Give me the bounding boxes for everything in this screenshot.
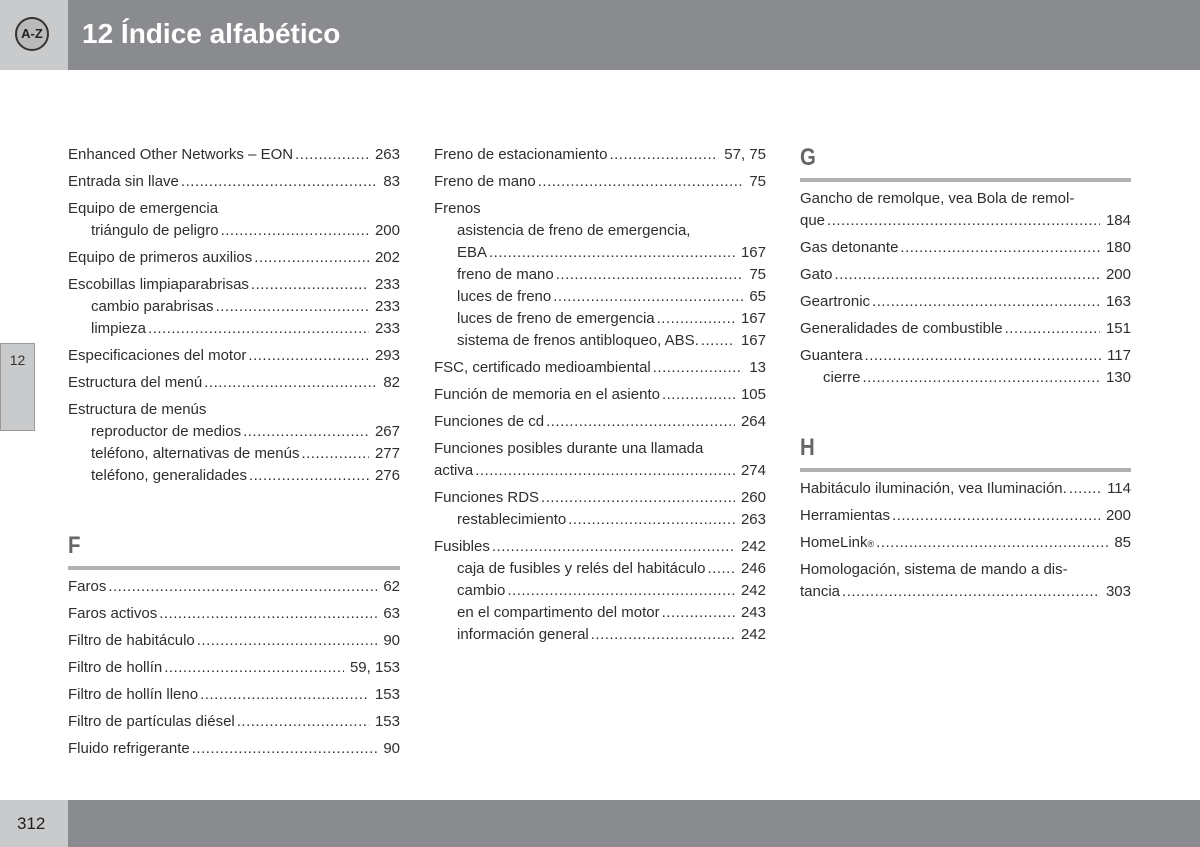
dot-leader: [159, 603, 377, 625]
page-reference[interactable]: 202: [374, 249, 400, 266]
dot-leader: [108, 576, 377, 598]
index-entry: [68, 598, 400, 625]
entry-text: Geartronic: [800, 293, 871, 310]
dot-leader: [865, 345, 1102, 367]
entry-text: Faros: [68, 578, 107, 595]
footer-bar: [68, 800, 1200, 847]
index-subentry[interactable]: [68, 220, 400, 242]
page-reference[interactable]: 117: [1107, 347, 1131, 364]
index-entry-line[interactable]: [434, 487, 766, 509]
page-reference[interactable]: 105: [740, 386, 766, 403]
dot-leader: [842, 581, 1100, 603]
entry-text: Faros activos: [68, 605, 158, 622]
dot-leader: [662, 384, 735, 406]
page-reference[interactable]: 274: [740, 462, 766, 479]
dot-leader: [164, 657, 344, 679]
page-reference[interactable]: 200: [1105, 266, 1131, 283]
entry-text: Guantera: [800, 347, 863, 364]
entry-text: Herramientas: [800, 507, 891, 524]
dot-leader: [827, 210, 1100, 232]
entry-text: Especificaciones del motor: [68, 347, 247, 364]
index-entry: [434, 193, 766, 352]
index-entry: [68, 652, 400, 679]
entry-text: en el compartimento del motor: [457, 604, 660, 621]
index-entry: [800, 473, 1131, 500]
page-reference[interactable]: 242: [740, 582, 766, 599]
page-reference[interactable]: 184: [1105, 212, 1131, 229]
entry-text: reproductor de medios: [91, 423, 242, 440]
dot-leader: [301, 443, 369, 465]
page-reference[interactable]: 293: [374, 347, 400, 364]
dot-leader: [249, 465, 369, 487]
entry-text: Función de memoria en el asiento: [434, 386, 660, 403]
index-entry-line[interactable]: [800, 210, 1131, 232]
dot-leader: [553, 286, 743, 308]
entry-text: luces de freno de emergencia: [457, 310, 655, 327]
dot-leader: [876, 532, 1108, 554]
index-entry: [68, 394, 400, 487]
index-entry: [434, 406, 766, 433]
page-reference[interactable]: 62: [383, 578, 400, 595]
dot-leader: [489, 242, 735, 264]
index-entry: [68, 625, 400, 652]
index-subentry[interactable]: [800, 367, 1131, 389]
page-reference[interactable]: 276: [374, 467, 400, 484]
page-reference[interactable]: 153: [374, 713, 400, 730]
index-entry: [68, 166, 400, 193]
page-reference[interactable]: 85: [1114, 534, 1131, 551]
entry-text: EBA: [457, 244, 488, 261]
section-letter: F: [68, 532, 81, 559]
entry-text: sistema de frenos antibloqueo, ABS.: [457, 332, 699, 349]
page-reference[interactable]: 163: [1105, 293, 1131, 310]
index-entry: [434, 352, 766, 379]
index-entry: [800, 183, 1131, 232]
index-entry: [434, 482, 766, 531]
index-subentry[interactable]: [68, 443, 400, 465]
index-entry: [800, 286, 1131, 313]
dot-leader: [251, 274, 369, 296]
entry-text: caja de fusibles y relés del habitáculo: [457, 560, 706, 577]
dot-leader: [863, 367, 1100, 389]
dot-leader: [707, 558, 734, 580]
index-entry: [68, 733, 400, 760]
dot-leader: [507, 580, 735, 602]
index-entry-line[interactable]: [800, 559, 1131, 581]
dot-leader: [492, 536, 735, 558]
page-reference[interactable]: 151: [1105, 320, 1131, 337]
index-entry: [800, 259, 1131, 286]
entry-text: Fusibles: [434, 538, 490, 555]
entry-text: Freno de mano: [434, 173, 536, 190]
index-column-2: [434, 139, 766, 646]
dot-leader: [192, 738, 378, 760]
section-divider: [68, 566, 400, 570]
entry-text: asistencia de freno de emergencia,: [457, 222, 691, 239]
dot-leader: [248, 345, 369, 367]
entry-text: Gancho de remolque, vea Bola de remol-: [800, 190, 1075, 207]
entry-text: Filtro de hollín lleno: [68, 686, 199, 703]
dot-leader: [1005, 318, 1100, 340]
index-entry-line[interactable]: [800, 581, 1131, 603]
dot-leader: [653, 357, 744, 379]
entry-text: tancia: [800, 583, 841, 600]
section-letter: G: [800, 144, 816, 171]
index-entry-line[interactable]: [434, 460, 766, 482]
dot-leader: [475, 460, 735, 482]
entry-text: Freno de estacionamiento: [434, 146, 608, 163]
entry-text: Funciones RDS: [434, 489, 540, 506]
page-reference[interactable]: 242: [740, 626, 766, 643]
index-column-3: [800, 139, 1131, 603]
index-entry: [800, 527, 1131, 554]
page-reference[interactable]: 267: [374, 423, 400, 440]
index-entry-line[interactable]: [800, 264, 1131, 286]
entry-text: Filtro de hollín: [68, 659, 163, 676]
page-reference[interactable]: 260: [740, 489, 766, 506]
index-entry-line[interactable]: [800, 505, 1131, 527]
index-entry: [434, 531, 766, 646]
entry-text: Fluido refrigerante: [68, 740, 190, 757]
entry-text: Funciones posibles durante una llamada: [434, 440, 704, 457]
page-number: 312: [17, 814, 46, 833]
index-entry: [68, 367, 400, 394]
page-reference[interactable]: 82: [383, 374, 400, 391]
index-entry-line[interactable]: [68, 372, 400, 394]
index-entry-line[interactable]: [68, 345, 400, 367]
dot-leader: [254, 247, 369, 269]
index-entry-line[interactable]: [434, 438, 766, 460]
index-entry: [68, 242, 400, 269]
index-entry-line[interactable]: [68, 144, 400, 166]
index-entry: [800, 313, 1131, 340]
page-reference[interactable]: 65: [749, 288, 766, 305]
index-entry-line[interactable]: [68, 247, 400, 269]
index-entry-line[interactable]: [68, 198, 400, 220]
dot-leader: [591, 624, 735, 646]
entry-text: cambio parabrisas: [91, 298, 214, 315]
page-reference[interactable]: 59, 153: [349, 659, 400, 676]
entry-text: limpieza: [91, 320, 147, 337]
entry-text: Filtro de habitáculo: [68, 632, 195, 649]
dot-leader: [1069, 478, 1101, 500]
entry-text: Gato: [800, 266, 833, 283]
page-reference[interactable]: 263: [740, 511, 766, 528]
entry-text: FSC, certificado medioambiental: [434, 359, 651, 376]
entry-text: cierre: [823, 369, 861, 386]
index-entry: [434, 166, 766, 193]
index-subentry[interactable]: [434, 242, 766, 264]
page-reference[interactable]: 277: [374, 445, 400, 462]
page-reference[interactable]: 243: [740, 604, 766, 621]
entry-text: Escobillas limpiaparabrisas: [68, 276, 249, 293]
page-reference[interactable]: 233: [374, 298, 400, 315]
page-reference[interactable]: 303: [1105, 583, 1131, 600]
dot-leader: [541, 487, 735, 509]
page-reference[interactable]: 200: [1105, 507, 1131, 524]
index-entry: [68, 340, 400, 367]
index-entry-line[interactable]: [68, 171, 400, 193]
entry-text: restablecimiento: [457, 511, 567, 528]
dot-leader: [148, 318, 369, 340]
index-entry-line[interactable]: [800, 237, 1131, 259]
entry-text: Homologación, sistema de mando a dis-: [800, 561, 1068, 578]
index-entry-line[interactable]: [68, 657, 400, 679]
page-reference[interactable]: 264: [740, 413, 766, 430]
index-subentry[interactable]: [434, 220, 766, 242]
entry-text: activa: [434, 462, 474, 479]
index-entry: [434, 139, 766, 166]
entry-text: Estructura del menú: [68, 374, 203, 391]
index-entry-line[interactable]: [68, 630, 400, 652]
dot-leader: [200, 684, 369, 706]
index-entry-line[interactable]: [800, 291, 1131, 313]
page-reference[interactable]: 233: [374, 320, 400, 337]
entry-text: Entrada sin llave: [68, 173, 179, 190]
index-entry-line[interactable]: [68, 738, 400, 760]
dot-leader: [197, 630, 378, 652]
index-subentry[interactable]: [434, 624, 766, 646]
index-entry-line[interactable]: [68, 274, 400, 296]
page-reference[interactable]: 90: [383, 632, 400, 649]
page-reference[interactable]: 200: [374, 222, 400, 239]
dot-leader: [701, 330, 735, 352]
page-reference[interactable]: 233: [374, 276, 400, 293]
entry-text: Equipo de primeros auxilios: [68, 249, 253, 266]
index-entry-line[interactable]: [68, 576, 400, 598]
index-subentry[interactable]: [68, 318, 400, 340]
page-reference[interactable]: 63: [383, 605, 400, 622]
index-subentry[interactable]: [434, 509, 766, 531]
index-subentry[interactable]: [68, 296, 400, 318]
index-subentry[interactable]: [434, 558, 766, 580]
index-subentry[interactable]: [434, 286, 766, 308]
index-entry-line[interactable]: [800, 188, 1131, 210]
index-entry: [68, 706, 400, 733]
index-entry: [434, 379, 766, 406]
dot-leader: [538, 171, 744, 193]
index-entry: [434, 433, 766, 482]
entry-text: cambio: [457, 582, 506, 599]
index-entry-line[interactable]: [434, 411, 766, 433]
entry-text: Gas detonante: [800, 239, 899, 256]
dot-leader: [556, 264, 744, 286]
section-letter: H: [800, 434, 815, 461]
page-reference[interactable]: 153: [374, 686, 400, 703]
dot-leader: [181, 171, 377, 193]
dot-leader: [657, 308, 735, 330]
index-entry: [800, 340, 1131, 389]
index-subentry[interactable]: [434, 580, 766, 602]
page-reference[interactable]: 180: [1105, 239, 1131, 256]
dot-leader: [892, 505, 1100, 527]
index-entry: [68, 571, 400, 598]
entry-text: teléfono, generalidades: [91, 467, 247, 484]
page-reference[interactable]: 263: [374, 146, 400, 163]
index-column-1: [68, 139, 400, 760]
page-title: 12 Índice alfabético: [82, 18, 341, 49]
page-reference[interactable]: 167: [740, 332, 766, 349]
dot-leader: [900, 237, 1100, 259]
index-entry-line[interactable]: [800, 318, 1131, 340]
page-reference[interactable]: 75: [749, 173, 766, 190]
index-entry-line[interactable]: [434, 357, 766, 379]
dot-leader: [568, 509, 735, 531]
page-reference[interactable]: 83: [383, 173, 400, 190]
chapter-side-tab[interactable]: 12: [0, 343, 35, 431]
index-entry-line[interactable]: [68, 684, 400, 706]
entry-text: Frenos: [434, 200, 481, 217]
index-subentry[interactable]: [434, 264, 766, 286]
entry-text: HomeLink: [800, 534, 868, 551]
entry-text: Equipo de emergencia: [68, 200, 219, 217]
page-reference[interactable]: 57, 75: [724, 146, 766, 163]
index-entry-line[interactable]: [434, 198, 766, 220]
index-entry: [68, 269, 400, 340]
dot-leader: [237, 711, 369, 733]
entry-text: freno de mano: [457, 266, 554, 283]
section-divider: [800, 178, 1131, 182]
index-entry: [800, 554, 1131, 603]
index-subentry[interactable]: [68, 465, 400, 487]
entry-text: triángulo de peligro: [91, 222, 219, 239]
index-entry-line[interactable]: [68, 399, 400, 421]
entry-text: luces de freno: [457, 288, 552, 305]
dot-leader: [243, 421, 369, 443]
index-subentry[interactable]: [68, 421, 400, 443]
index-entry-line[interactable]: [434, 536, 766, 558]
dot-leader: [609, 144, 718, 166]
page-reference[interactable]: 90: [383, 740, 400, 757]
dot-leader: [662, 602, 735, 624]
page-reference[interactable]: 246: [740, 560, 766, 577]
page-reference[interactable]: 13: [749, 359, 766, 376]
entry-text: que: [800, 212, 826, 229]
index-entry-line[interactable]: [68, 603, 400, 625]
dot-leader: [546, 411, 735, 433]
entry-text: Enhanced Other Networks – EON: [68, 146, 294, 163]
entry-text: Estructura de menús: [68, 401, 207, 418]
index-entry-line[interactable]: [800, 478, 1131, 500]
dot-leader: [835, 264, 1100, 286]
index-entry: [68, 193, 400, 242]
entry-text: Filtro de partículas diésel: [68, 713, 235, 730]
index-entry-line[interactable]: [434, 171, 766, 193]
page-reference[interactable]: 130: [1105, 369, 1131, 386]
entry-text: teléfono, alternativas de menús: [91, 445, 300, 462]
entry-text: Habitáculo iluminación, vea Iluminación.: [800, 480, 1067, 497]
index-subentry[interactable]: [434, 602, 766, 624]
dot-leader: [221, 220, 369, 242]
dot-leader: [216, 296, 369, 318]
section-divider: [800, 468, 1131, 472]
page-reference[interactable]: 167: [740, 310, 766, 327]
a-z-index-icon: A-Z: [15, 17, 49, 51]
index-entry-line[interactable]: [434, 384, 766, 406]
index-entry-line[interactable]: [434, 144, 766, 166]
page-reference[interactable]: 242: [740, 538, 766, 555]
page-reference[interactable]: 167: [740, 244, 766, 261]
dot-leader: [295, 144, 369, 166]
index-entry: [800, 500, 1131, 527]
index-entry-line[interactable]: [68, 711, 400, 733]
entry-text: Generalidades de combustible: [800, 320, 1003, 337]
page-reference[interactable]: 114: [1107, 480, 1131, 497]
page-reference[interactable]: 75: [749, 266, 766, 283]
dot-leader: [872, 291, 1100, 313]
index-entry: [68, 679, 400, 706]
dot-leader: [204, 372, 377, 394]
index-subentry[interactable]: [434, 330, 766, 352]
index-entry-line[interactable]: HomeLink ® ..... 85: [800, 532, 1131, 554]
index-entry-line[interactable]: [800, 345, 1131, 367]
index-subentry[interactable]: [434, 308, 766, 330]
entry-text: información general: [457, 626, 589, 643]
index-entry: [68, 139, 400, 166]
index-entry: [800, 232, 1131, 259]
entry-text: Funciones de cd: [434, 413, 545, 430]
